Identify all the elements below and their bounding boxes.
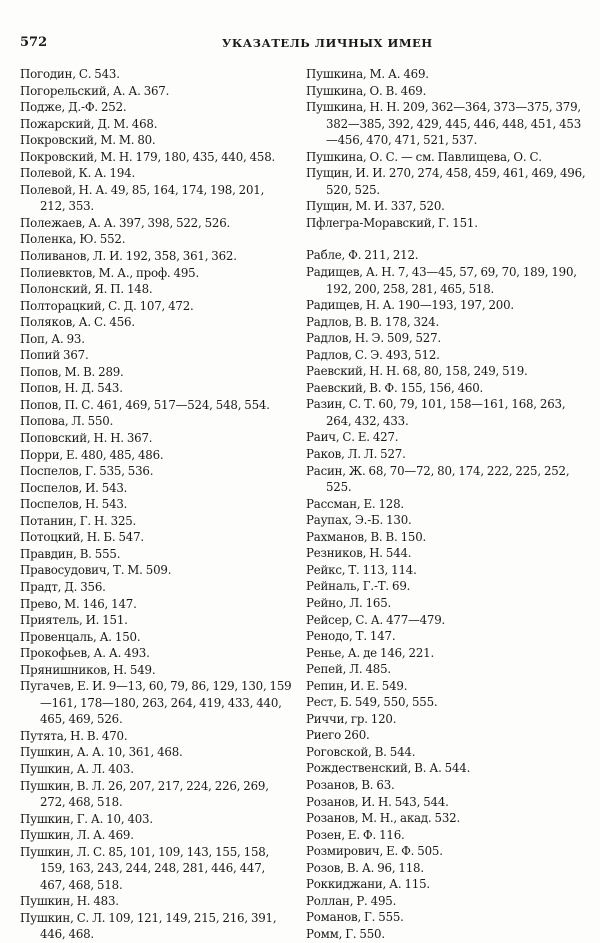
index-entry: Пущин, И. И. 270, 274, 458, 459, 461, 469, 496, 520, 525. <box>306 166 586 197</box>
index-entry: Попов, Н. Д. 543. <box>20 381 123 396</box>
index-entry: Рест, Б. 549, 550, 555. <box>306 695 438 710</box>
index-entry: Погодин, С. 543. <box>20 67 120 81</box>
index-entry: Риего 260. <box>306 728 370 743</box>
index-entry: Поп, А. 93. <box>20 331 85 346</box>
index-entry: Розмирович, Е. Ф. 505. <box>306 844 443 859</box>
index-entry: Пушкин, А. А. 10, 361, 468. <box>20 745 183 760</box>
index-entry: Погорельский, А. А. 367. <box>20 83 170 98</box>
index-entry: Пушкин, Г. А. 10, 403. <box>20 811 153 826</box>
index-entry: Провенцаль, А. 150. <box>20 629 141 644</box>
index-entry: Поляков, А. С. 456. <box>20 315 135 330</box>
index-entry: Расин, Ж. 68, 70—72, 80, 174, 222, 225, 252, 525. <box>306 463 570 495</box>
index-entry: Рейкс, Т. 113, 114. <box>306 562 417 577</box>
index-entry: Пушкин, Л. А. 469. <box>20 828 134 843</box>
page-number: 572 <box>20 35 48 50</box>
index-entry: Раевский, Н. Н. 68, 80, 158, 249, 519. <box>306 364 528 379</box>
index-entry: Пущин, М. И. 337, 520. <box>306 199 445 214</box>
index-entry: Розанов, М. Н., акад. 532. <box>306 811 460 826</box>
index-entry: Прадт, Д. 356. <box>20 579 106 594</box>
index-entry: Поленка, Ю. 552. <box>20 232 126 247</box>
index-entry: Раич, С. Е. 427. <box>306 430 399 445</box>
index-entry: Рабле, Ф. 211, 212. <box>306 248 419 263</box>
index-entry: Поспелов, Н. 543. <box>20 497 128 512</box>
index-entry: Розанов, В. 63. <box>306 777 395 792</box>
index-entry: Ренодо, Т. 147. <box>306 629 396 644</box>
index-entry: Радлов, С. Э. 493, 512. <box>306 347 440 362</box>
index-entry: Радищев, А. Н. 7, 43—45, 57, 69, 70, 189, 190, 192, 200, 258, 281, 465, 518. <box>306 265 577 296</box>
index-entry: Пушкина, О. В. 469. <box>306 83 427 98</box>
index-entry: Прянишников, Н. 549. <box>20 662 156 677</box>
index-entry: Розанов, И. Н. 543, 544. <box>306 794 449 809</box>
index-entry: Рассман, Е. 128. <box>306 496 404 511</box>
index-entry: Покровский, М. М. 80. <box>20 133 156 148</box>
index-entry: Покровский, М. Н. 179, 180, 435, 440, 458. <box>20 149 276 164</box>
index-entry: Риччи, гр. 120. <box>306 711 397 726</box>
index-entry: Пушкин, Л. С. 85, 101, 109, 143, 155, 158, 159, 163, 243, 244, 248, 281, 446, 447, 467, 468, 518. <box>20 844 270 892</box>
index-entry: Роккиджани, А. 115. <box>306 877 430 892</box>
index-entry: Поспелов, Г. 535, 536. <box>20 464 154 479</box>
index-entry: Подже, Д.-Ф. 252. <box>20 100 127 115</box>
index-entry: Пушкина, Н. Н. 209, 362—364, 373—375, 379, 382—385, 392, 429, 445, 446, 448, 451, 453—456, 470, 471, 521, 537. <box>306 100 582 148</box>
index-entry: Роллан, Р. 495. <box>306 893 397 908</box>
index-entry: Пушкина, О. С. — см. Павлищева, О. С. <box>306 149 542 164</box>
index-entry: Полиевктов, М. А., проф. 495. <box>20 265 199 280</box>
index-entry: Поспелов, И. 543. <box>20 480 128 495</box>
index-entry: Правосудович, Т. М. 509. <box>20 563 172 578</box>
index-entry: Правдин, В. 555. <box>20 546 121 561</box>
index-entry: Прокофьев, А. А. 493. <box>20 646 150 661</box>
index-entry: Попов, П. С. 461, 469, 517—524, 548, 554. <box>20 397 270 412</box>
index-entry: Раевский, В. Ф. 155, 156, 460. <box>306 380 484 395</box>
index-entry: Розен, Е. Ф. 116. <box>306 827 405 842</box>
index-entry: Романов, Г. 555. <box>306 910 404 925</box>
index-entry: Попов, М. В. 289. <box>20 364 124 379</box>
index-entry: Радлов, В. В. 178, 324. <box>306 314 439 329</box>
index-entry: Пушкин, А. Л. 403. <box>20 761 134 776</box>
index-entry: Пушкин, Н. 483. <box>20 894 119 909</box>
index-entry: Порри, Е. 480, 485, 486. <box>20 447 164 462</box>
index-entry: Полонский, Я. П. 148. <box>20 282 153 297</box>
index-entry: Полежаев, А. А. 397, 398, 522, 526. <box>20 215 231 230</box>
index-entry: Радищев, Н. А. 190—193, 197, 200. <box>306 298 514 313</box>
index-entry: Ромм, Г. 550. <box>306 926 385 941</box>
index-entry: Пушкин, В. Л. 26, 207, 217, 224, 226, 269, 272, 468, 518. <box>20 778 269 810</box>
index-entry: Репин, И. Е. 549. <box>306 678 408 693</box>
index-entry: Приятель, И. 151. <box>20 613 128 628</box>
index-entry: Поповский, Н. Н. 367. <box>20 431 153 446</box>
index-entry: Репей, Л. 485. <box>306 662 391 677</box>
index-entry: Пугачев, Е. И. 9—13, 60, 79, 86, 129, 130, 159—161, 178—180, 263, 264, 419, 433, 440, 465, 469, 526. <box>20 679 292 727</box>
index-entry: Разин, С. Т. 60, 79, 101, 158—161, 168, 263, 264, 432, 433. <box>306 397 566 428</box>
index-entry: Пушкин, С. Л. 109, 121, 149, 215, 216, 391, 446, 468. <box>20 910 277 942</box>
index-entry: Полторацкий, С. Д. 107, 472. <box>20 298 194 313</box>
index-entry: Пушкина, М. А. 469. <box>306 67 429 81</box>
index-entry: Потанин, Г. Н. 325. <box>20 513 137 528</box>
index-entry: Резников, Н. 544. <box>306 546 412 561</box>
running-title: УКАЗАТЕЛЬ ЛИЧНЫХ ИМЕН <box>222 36 433 50</box>
index-entry: Прево, М. 146, 147. <box>20 596 137 611</box>
index-entry: Попова, Л. 550. <box>20 414 114 429</box>
index-entry: Ренье, А. де 146, 221. <box>306 645 434 660</box>
index-entry: Пфлегра-Моравский, Г. 151. <box>306 215 478 230</box>
index-entry: Пожарский, Д. М. 468. <box>20 116 158 131</box>
index-entry: Роговской, В. 544. <box>306 744 416 759</box>
index-column-left <box>20 66 292 943</box>
index-entry: Раупах, Э.-Б. 130. <box>306 513 412 528</box>
index-entry: Рахманов, В. В. 150. <box>306 529 427 544</box>
page-header <box>0 0 600 56</box>
index-entry: Рейсер, С. А. 477—479. <box>306 612 446 627</box>
index-entry: Рейналь, Г.-Т. 69. <box>306 579 411 594</box>
index-entry: Поливанов, Л. И. 192, 358, 361, 362. <box>20 249 237 264</box>
index-entry: Полевой, К. А. 194. <box>20 166 136 181</box>
index-entry: Попий 367. <box>20 348 89 363</box>
index-entry: Рождественский, В. А. 544. <box>306 761 471 776</box>
index-entry: Путята, Н. В. 470. <box>20 728 128 743</box>
index-entry: Полевой, Н. А. 49, 85, 164, 174, 198, 201, 212, 353. <box>20 182 265 214</box>
index-column-right <box>306 66 588 942</box>
index-entry: Раков, Л. Л. 527. <box>306 447 406 462</box>
index-entry: Розов, В. А. 96, 118. <box>306 860 424 875</box>
index-entry: Рейно, Л. 165. <box>306 595 392 610</box>
index-entry: Радлов, Н. Э. 509, 527. <box>306 331 441 346</box>
index-entry: Потоцкий, Н. Б. 547. <box>20 530 144 545</box>
